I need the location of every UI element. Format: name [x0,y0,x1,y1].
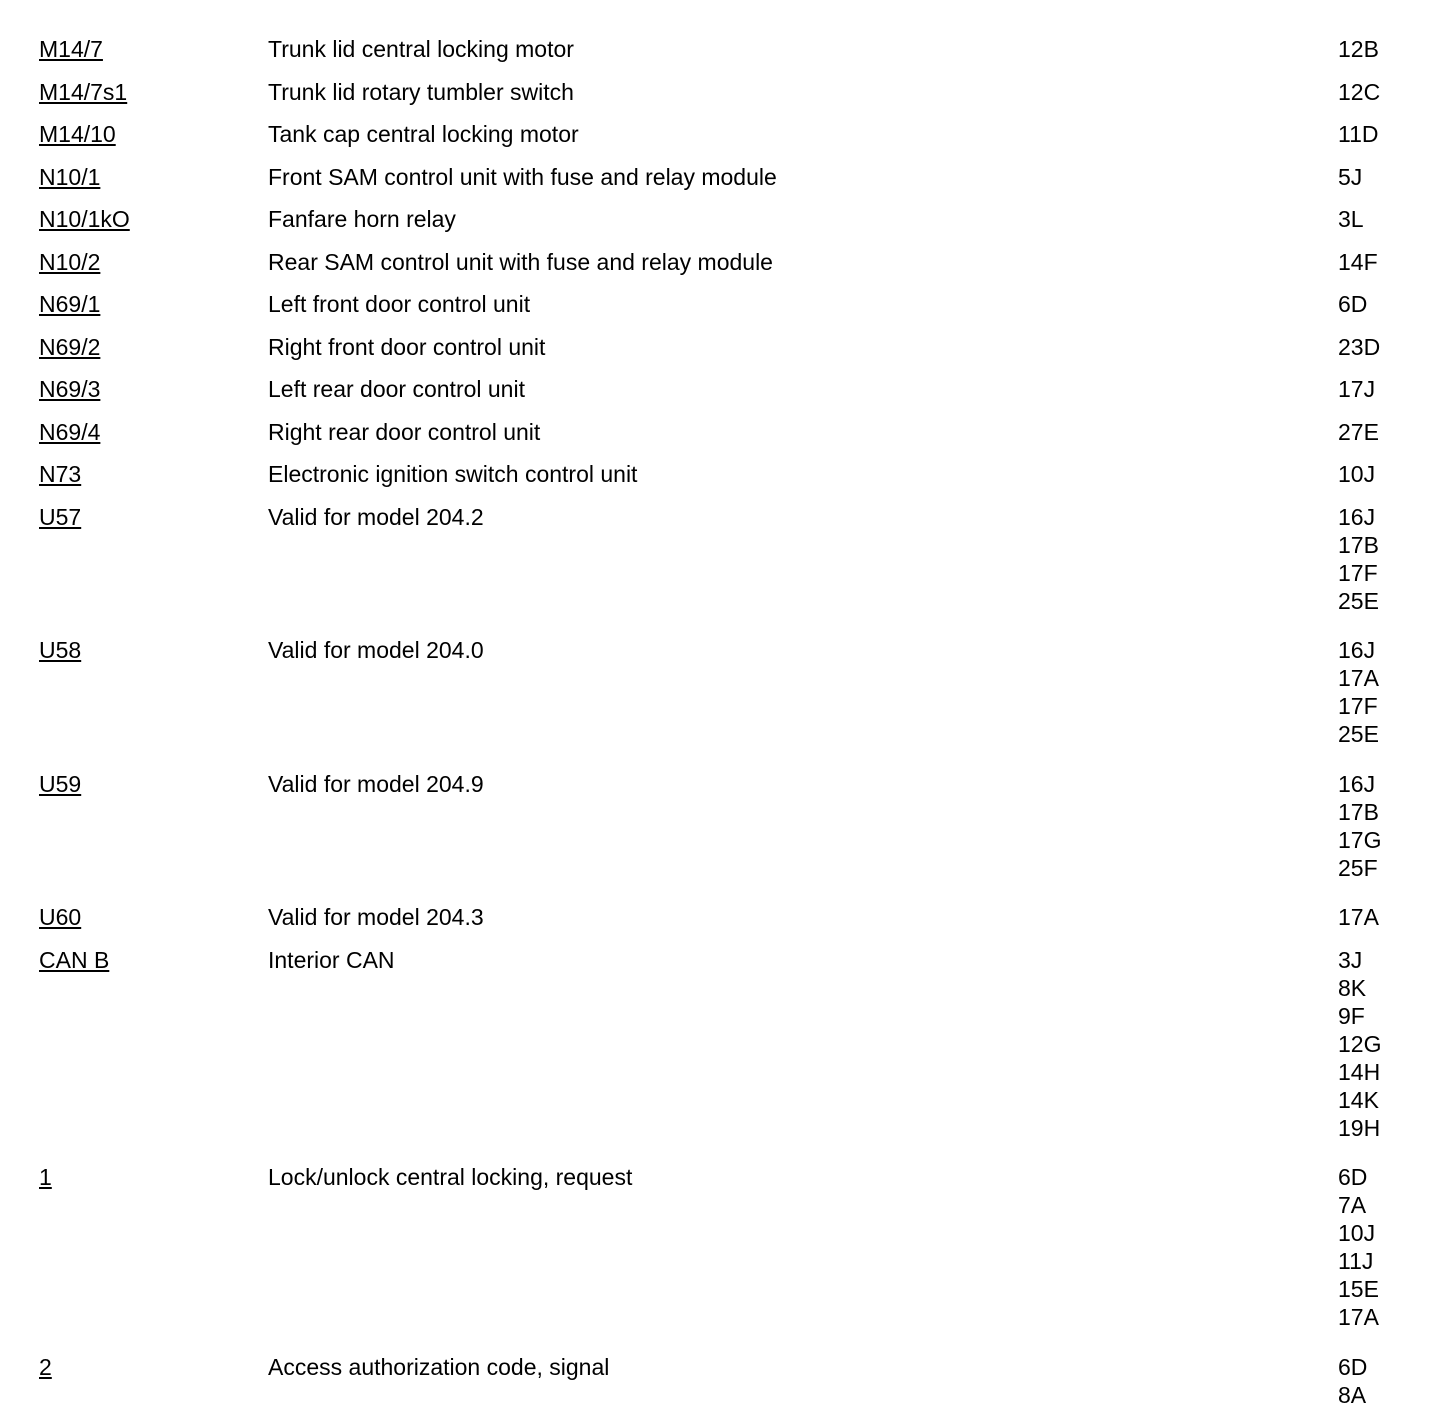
grid-reference-list [1338,453,1440,496]
component-code-link[interactable]: N69/2 [39,334,100,360]
legend-row [0,629,1440,763]
legend-row [0,496,1440,630]
legend-code-cell [0,156,268,199]
component-code-link[interactable]: CAN B [39,947,109,973]
legend-row [0,113,1440,156]
grid-reference: 17J [1338,368,1440,411]
legend-code-cell [0,1346,268,1389]
grid-reference: 15E [1338,1275,1440,1303]
legend-code-cell [0,28,268,71]
grid-reference: 16J [1338,636,1440,664]
grid-reference: 12G [1338,1030,1440,1058]
grid-reference: 6D [1338,283,1440,326]
grid-reference-list [1338,241,1440,284]
legend-code-cell [0,896,268,939]
component-description: Lock/unlock central locking, request [268,1156,1338,1199]
grid-reference-list [1338,496,1440,630]
legend-code-cell [0,763,268,806]
grid-reference: 7A [1338,1191,1440,1219]
grid-reference-list [1338,629,1440,763]
grid-reference-list [1338,411,1440,454]
legend-code-cell [0,113,268,156]
component-code-link[interactable]: 1 [39,1164,52,1190]
component-description: Valid for model 204.3 [268,896,1338,939]
component-code-link[interactable]: N10/1 [39,164,100,190]
legend-row [0,156,1440,199]
grid-reference: 10J [1338,453,1440,496]
grid-reference: 14F [1338,241,1440,284]
legend-row [0,326,1440,369]
grid-reference-list [1338,283,1440,326]
grid-reference: 17A [1338,664,1440,692]
component-code-link[interactable]: N10/1kO [39,206,130,232]
component-description: Trunk lid central locking motor [268,28,1338,71]
grid-reference: 25E [1338,720,1440,748]
grid-reference-list [1338,198,1440,241]
legend-row [0,896,1440,939]
grid-reference: 3L [1338,198,1440,241]
grid-reference: 11D [1338,113,1440,156]
component-code-link[interactable]: M14/10 [39,121,116,147]
component-description: Left rear door control unit [268,368,1338,411]
component-description: Access authorization code, signal [268,1346,1338,1389]
component-code-link[interactable]: N73 [39,461,81,487]
component-code-link[interactable]: N69/4 [39,419,100,445]
component-description: Interior CAN [268,939,1338,982]
grid-reference: 17A [1338,1303,1440,1331]
component-description: Trunk lid rotary tumbler switch [268,71,1338,114]
grid-reference: 8K [1338,974,1440,1002]
legend-row [0,28,1440,71]
legend-code-cell [0,241,268,284]
legend-table [0,28,1440,1423]
legend-row [0,198,1440,241]
component-description: Valid for model 204.0 [268,629,1338,672]
grid-reference-list [1338,896,1440,939]
grid-reference: 25F [1338,854,1440,882]
grid-reference: 11J [1338,1247,1440,1275]
grid-reference-list [1338,763,1440,897]
legend-code-cell [0,411,268,454]
component-description: Right front door control unit [268,326,1338,369]
grid-reference: 3J [1338,946,1440,974]
legend-row [0,71,1440,114]
legend-code-cell [0,629,268,672]
grid-reference-list [1338,1346,1440,1423]
component-description: Left front door control unit [268,283,1338,326]
legend-code-cell [0,326,268,369]
component-code-link[interactable]: U58 [39,637,81,663]
grid-reference: 25E [1338,587,1440,615]
grid-reference-list [1338,156,1440,199]
legend-row [0,368,1440,411]
grid-reference: 17F [1338,692,1440,720]
legend-code-cell [0,368,268,411]
legend-row [0,763,1440,897]
grid-reference: 16J [1338,770,1440,798]
grid-reference: 6D [1338,1353,1440,1381]
grid-reference: 27E [1338,411,1440,454]
grid-reference: 10J [1338,1219,1440,1247]
grid-reference: 17B [1338,798,1440,826]
legend-row [0,283,1440,326]
legend-code-cell [0,71,268,114]
grid-reference-list [1338,939,1440,1157]
legend-row [0,1346,1440,1423]
grid-reference: 17F [1338,559,1440,587]
component-code-link[interactable]: U59 [39,771,81,797]
grid-reference: 9F [1338,1002,1440,1030]
legend-row [0,241,1440,284]
component-code-link[interactable]: M14/7s1 [39,79,127,105]
legend-code-cell [0,496,268,539]
legend-code-cell [0,453,268,496]
legend-code-cell [0,1156,268,1199]
component-description: Valid for model 204.2 [268,496,1338,539]
grid-reference: 23D [1338,326,1440,369]
legend-code-cell [0,939,268,982]
component-description: Electronic ignition switch control unit [268,453,1338,496]
component-description: Fanfare horn relay [268,198,1338,241]
grid-reference-list [1338,326,1440,369]
component-description: Valid for model 204.9 [268,763,1338,806]
grid-reference-list [1338,1156,1440,1346]
legend-code-cell [0,198,268,241]
grid-reference: 16J [1338,503,1440,531]
component-code-link[interactable]: M14/7 [39,36,103,62]
grid-reference: 12C [1338,71,1440,114]
grid-reference: 14K [1338,1086,1440,1114]
component-description: Front SAM control unit with fuse and relay module [268,156,1338,199]
legend-code-cell [0,283,268,326]
grid-reference: 17A [1338,896,1440,939]
component-code-link[interactable]: N10/2 [39,249,100,275]
legend-row [0,411,1440,454]
component-code-link[interactable]: U57 [39,504,81,530]
legend-row [0,453,1440,496]
grid-reference: 12B [1338,28,1440,71]
grid-reference-list [1338,113,1440,156]
component-code-link[interactable]: N69/3 [39,376,100,402]
component-code-link[interactable]: U60 [39,904,81,930]
component-description: Right rear door control unit [268,411,1338,454]
grid-reference: 19H [1338,1114,1440,1142]
grid-reference: 5J [1338,156,1440,199]
grid-reference: 14H [1338,1058,1440,1086]
legend-row [0,939,1440,1157]
grid-reference: 8A [1338,1381,1440,1409]
component-description: Tank cap central locking motor [268,113,1338,156]
component-description: Rear SAM control unit with fuse and relay module [268,241,1338,284]
legend-row [0,1156,1440,1346]
component-code-link[interactable]: 2 [39,1354,52,1380]
grid-reference: 17B [1338,531,1440,559]
grid-reference-list [1338,71,1440,114]
grid-reference: 6D [1338,1163,1440,1191]
grid-reference: 17G [1338,826,1440,854]
component-code-link[interactable]: N69/1 [39,291,100,317]
grid-reference-list [1338,28,1440,71]
grid-reference-list [1338,368,1440,411]
